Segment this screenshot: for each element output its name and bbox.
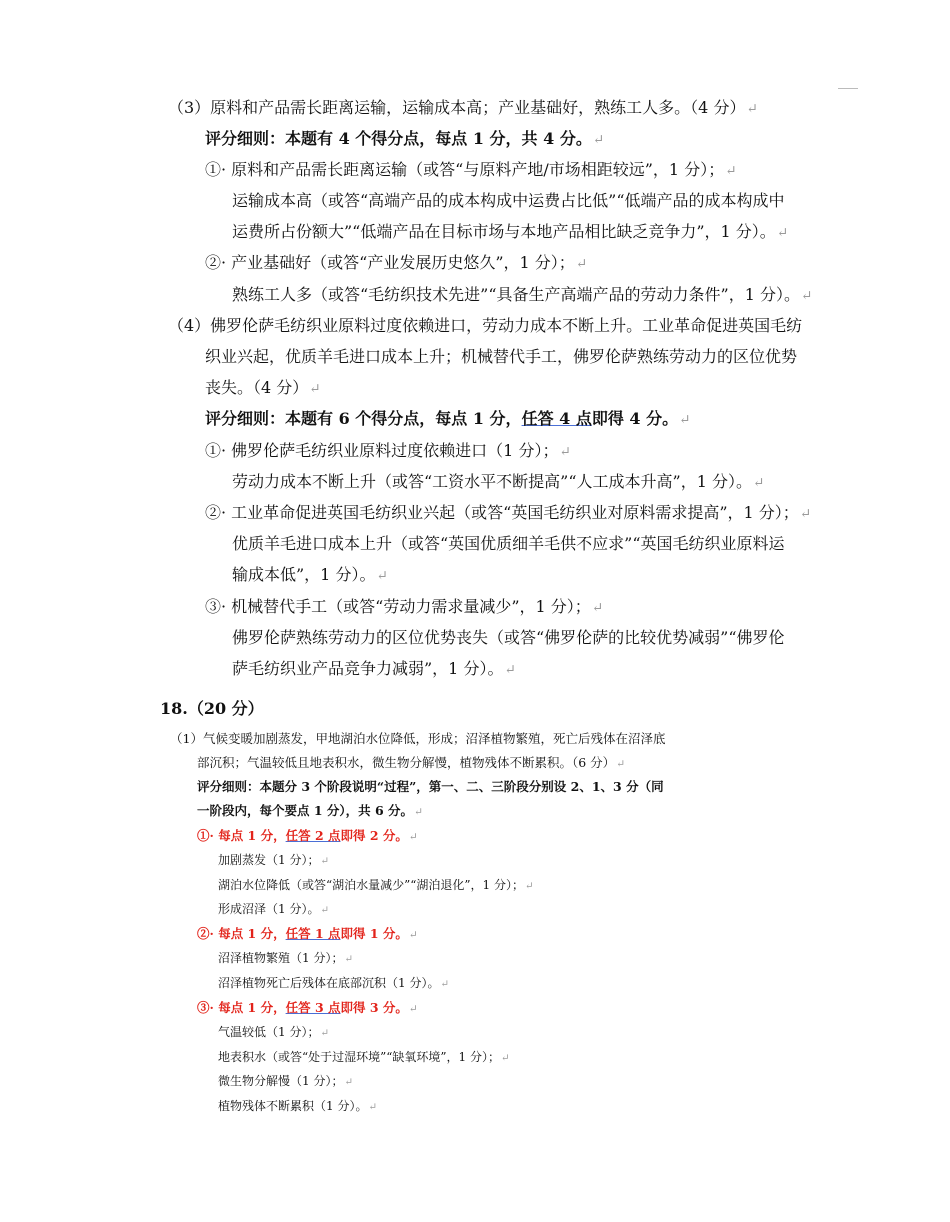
q17-part3-point-2-detail: 熟练工人多（或答“毛纺织技术先进”“具备生产高端产品的劳动力条件”，1 分）。↵ <box>232 285 813 304</box>
q18-part1-rubric-cont: 一阶段内，每个要点 1 分），共 6 分。↵ <box>197 803 423 818</box>
q17-part4-point-3: ③· 机械替代手工（或答“劳动力需求量减少”，1 分）；↵ <box>205 597 604 616</box>
q17-part3-rubric: 评分细则：本题有 4 个得分点，每点 1 分，共 4 分。↵ <box>205 129 605 148</box>
q17-part4-rubric: 评分细则：本题有 6 个得分点，每点 1 分，任答 4 点即得 4 分。↵ <box>205 409 691 428</box>
q17-part3-answer: （3）原料和产品需长距离运输，运输成本高；产业基础好，熟练工人多。（4 分）↵ <box>168 98 758 117</box>
q18-stage-3-item: 气温较低（1 分）；↵ <box>218 1025 329 1039</box>
q17-part4-point-2: ②· 工业革命促进英国毛纺织业兴起（或答“英国毛纺织业对原料需求提高”，1 分）；↵ <box>205 503 812 522</box>
q17-part4-point-2-detail: 优质羊毛进口成本上升（或答“英国优质细羊毛供不应求”“英国毛纺织业原料运 <box>232 534 785 553</box>
q18-stage-3-item: 地表积水（或答“处于过湿环境”“缺氧环境”，1 分）；↵ <box>218 1050 510 1064</box>
q18-stage-3-item: 植物残体不断累积（1 分）。↵ <box>218 1099 377 1113</box>
q17-part3-point-1-detail-cont: 运费所占份额大”“低端产品在目标市场与本地产品相比缺乏竞争力”，1 分）。↵ <box>232 222 789 241</box>
q17-part3-point-1-detail: 运输成本高（或答“高端产品的成本构成中运费占比低”“低端产品的成本构成中 <box>232 191 785 210</box>
q17-part3-point-1: ①· 原料和产品需长距离运输（或答“与原料产地/市场相距较远”，1 分）；↵ <box>205 160 737 179</box>
q17-part4-answer: （4）佛罗伦萨毛纺织业原料过度依赖进口，劳动力成本不断上升。工业革命促进英国毛纺 <box>168 316 803 335</box>
q18-stage-1-item: 加剧蒸发（1 分）；↵ <box>218 853 329 867</box>
q18-stage-2-item: 沼泽植物死亡后残体在底部沉积（1 分）。↵ <box>218 976 449 990</box>
q17-part4-point-1: ①· 佛罗伦萨毛纺织业原料过度依赖进口（1 分）；↵ <box>205 441 571 460</box>
q18-stage-1-item: 湖泊水位降低（或答“湖泊水量减少”“湖泊退化”，1 分）；↵ <box>218 878 534 892</box>
q18-stage-1-item: 形成沼泽（1 分）。↵ <box>218 902 329 916</box>
q17-part4-point-3-detail-cont: 萨毛纺织业产品竞争力减弱”，1 分）。↵ <box>232 659 516 678</box>
page-corner-mark <box>838 88 858 89</box>
q17-part4-answer-cont-2: 丧失。（4 分）↵ <box>205 378 321 397</box>
q18-part1-rubric: 评分细则：本题分 3 个阶段说明“过程”，第一、二、三阶段分别设 2、1、3 分（同 <box>197 779 664 794</box>
q18-part1-answer-cont: 部沉积；气温较低且地表积水，微生物分解慢，植物残体不断累积。（6 分）↵ <box>197 755 626 770</box>
q18-part1-answer: （1）气候变暖加剧蒸发，甲地湖泊水位降低，形成；沼泽植物繁殖，死亡后残体在沼泽底 <box>170 731 666 746</box>
q18-stage-1-rule: ①· 每点 1 分，任答 2 点即得 2 分。↵ <box>197 828 418 843</box>
q17-part4-point-1-detail: 劳动力成本不断上升（或答“工资水平不断提高”“人工成本升高”，1 分）。↵ <box>232 472 765 491</box>
q17-part4-point-3-detail: 佛罗伦萨熟练劳动力的区位优势丧失（或答“佛罗伦萨的比较优势减弱”“佛罗伦 <box>232 628 785 647</box>
q17-part3-point-2: ②· 产业基础好（或答“产业发展历史悠久”，1 分）；↵ <box>205 253 588 272</box>
q17-part4-answer-cont-1: 织业兴起，优质羊毛进口成本上升；机械替代手工，佛罗伦萨熟练劳动力的区位优势 <box>205 347 798 366</box>
q18-heading: 18.（20 分） <box>160 699 264 718</box>
q17-part4-point-2-detail-cont: 输成本低”，1 分）。↵ <box>232 565 388 584</box>
q18-stage-3-item: 微生物分解慢（1 分）；↵ <box>218 1074 353 1088</box>
q18-stage-2-rule: ②· 每点 1 分，任答 1 点即得 1 分。↵ <box>197 926 418 941</box>
q18-stage-2-item: 沼泽植物繁殖（1 分）；↵ <box>218 951 353 965</box>
q18-stage-3-rule: ③· 每点 1 分，任答 3 点即得 3 分。↵ <box>197 1000 418 1015</box>
